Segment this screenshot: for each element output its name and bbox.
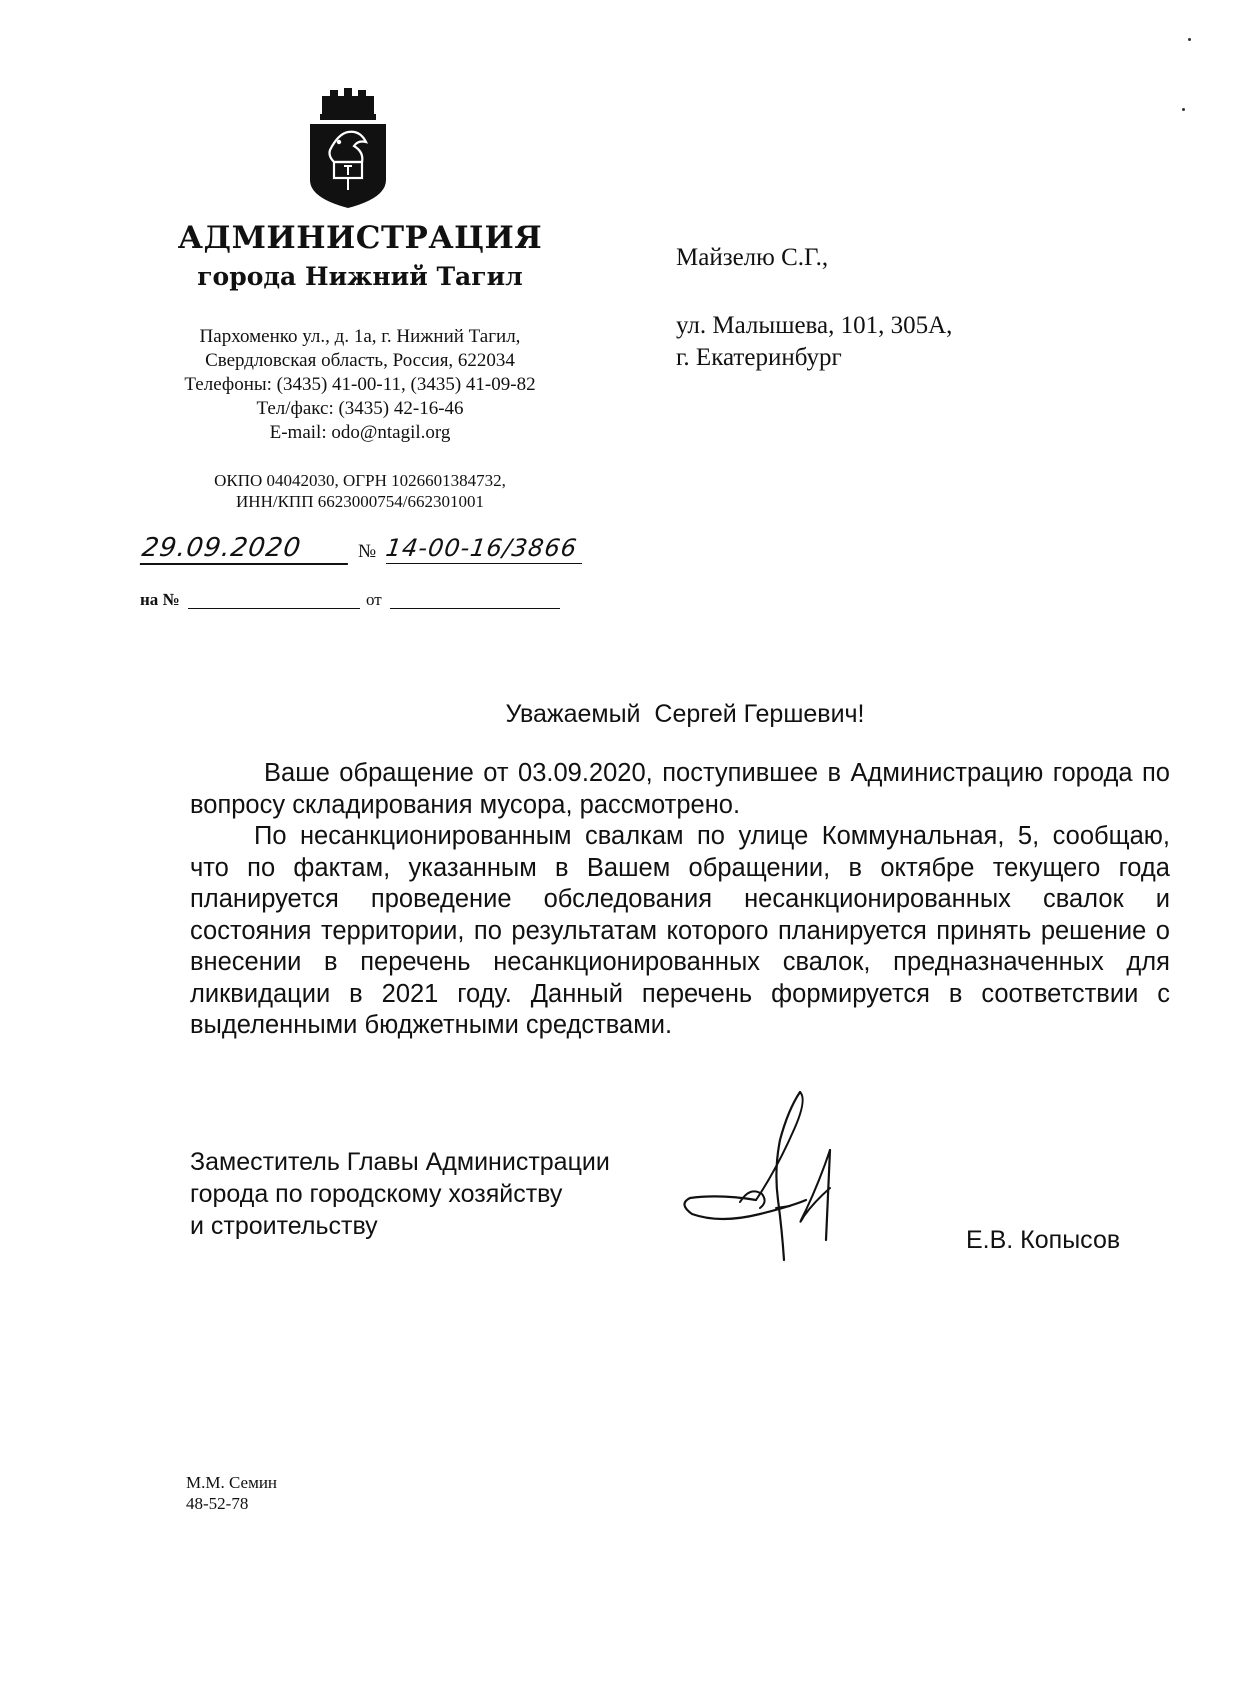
recipient-name: Майзелю С.Г., (676, 244, 829, 271)
greeting-text: Уважаемый Сергей Гершевич! (505, 700, 865, 728)
registration-codes (130, 470, 590, 512)
outgoing-reference (140, 533, 610, 573)
recipient-address (676, 310, 952, 374)
address-line: Свердловская область, Россия, 622034 (205, 350, 515, 371)
org-contacts (110, 325, 610, 445)
recipient-street: ул. Малышева, 101, 305А, (676, 312, 953, 339)
codes-line: ОКПО 04042030, ОГРН 1026601384732, (214, 471, 506, 490)
org-city: города Нижний Тагил (197, 262, 523, 291)
coat-of-arms-icon (308, 86, 388, 210)
body-paragraph: Ваше обращение от 03.09.2020, поступившее в Администрацию города по вопросу складирования мусора, рассмотрено. (190, 759, 1170, 819)
handwritten-signature-icon (680, 1090, 900, 1270)
email-line: E-mail: odo@ntagil.org (269, 422, 451, 443)
fax-line: Тел/факс: (3435) 42-16-46 (256, 398, 464, 419)
reply-date-blank (390, 608, 560, 609)
address-line: Пархоменко ул., д. 1а, г. Нижний Тагил, (199, 326, 521, 347)
org-name: АДМИНИСТРАЦИЯ (177, 220, 543, 256)
phone-line: Телефоны: (3435) 41-00-11, (3435) 41-09-82 (184, 374, 536, 395)
codes-line: ИНН/КПП 6623000754/662301001 (236, 492, 484, 511)
body-paragraph: По несанкционированным свалкам по улице Коммунальная, 5, сообщаю, что по фактам, указанным в Вашем обращении, в октябре текущего года планируется проведение обследования несанкционированных свалок и состояния территории, по результатам которого планируется принять решение о внесении в перечень несанкционированных свалок, предназначенных для ликвидации в 2021 году. Данный перечень формируется в соответствии с выделенными бюджетными средствами. (190, 822, 1170, 1039)
position-line: Заместитель Главы Администрации (190, 1148, 610, 1176)
reply-date-label: от (366, 590, 382, 609)
reply-number-blank (188, 608, 360, 609)
signatory-position (190, 1146, 610, 1242)
reply-number-label: на № (140, 590, 180, 609)
executor-phone: 48-52-78 (186, 1494, 249, 1513)
signer-name: Е.В. Копысов (966, 1226, 1121, 1254)
number-label: № (358, 541, 377, 562)
position-line: и строительству (190, 1212, 378, 1240)
scan-speck (1182, 108, 1185, 111)
executor-info (186, 1472, 277, 1514)
position-line: города по городскому хозяйству (190, 1180, 563, 1208)
reply-reference (140, 590, 560, 614)
letter-body (190, 758, 1170, 1042)
number-underline (386, 563, 582, 564)
executor-name: М.М. Семин (186, 1473, 278, 1492)
outgoing-number: 14-00-16/3866 (384, 534, 580, 562)
outgoing-date: 29.09.2020 (140, 533, 352, 565)
scan-speck (1188, 38, 1191, 41)
recipient-city: г. Екатеринбург (676, 344, 842, 371)
greeting (190, 700, 1180, 729)
